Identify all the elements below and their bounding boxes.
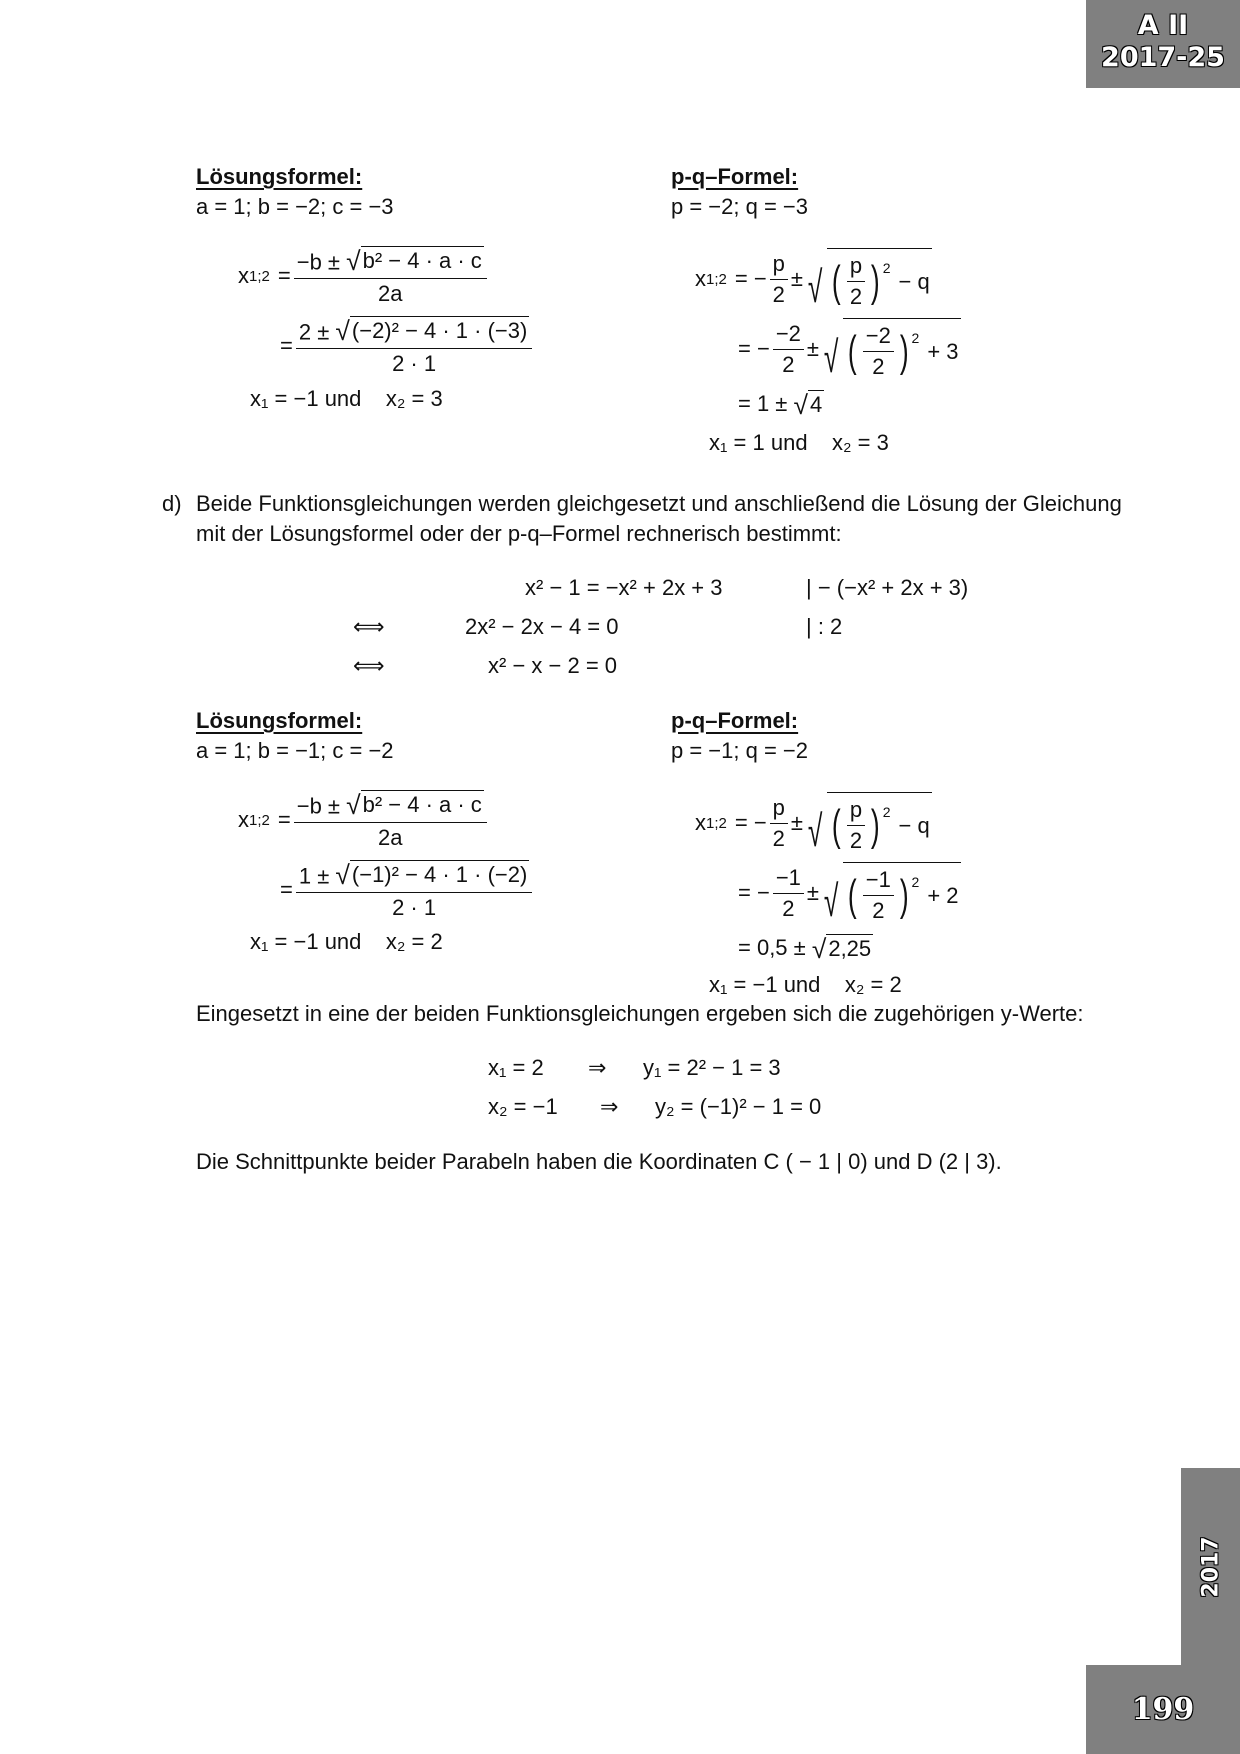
- numerator: p: [770, 795, 788, 824]
- numerator: 2 ±: [298, 319, 336, 345]
- formula-general: [238, 790, 490, 851]
- tail: − q: [898, 812, 930, 838]
- pq-formula-substituted: = − $\frac{-2}{2}$ ± √ ( $\frac{-2}{2}$ ) 2 + 3: [738, 318, 961, 380]
- denominator: 2: [772, 825, 785, 851]
- numerator: p: [847, 253, 865, 282]
- sqrt: √ ( $\frac{p}{2}$ ) 2 − q: [803, 248, 932, 310]
- numerator: −b ±: [296, 249, 347, 275]
- pq-result: x₁ = −1 und x₂ = 2: [709, 972, 902, 997]
- sqrt-icon: √: [807, 807, 823, 856]
- formula-substituted: [280, 316, 535, 377]
- radicand: b² − 4 · a · c: [362, 248, 482, 273]
- radicand: (−2)² − 4 · 1 · (−3): [351, 318, 528, 343]
- equals: =: [277, 263, 291, 289]
- numerator: 1 ±: [298, 863, 336, 889]
- numerator: −2: [863, 323, 894, 352]
- radicand: 2,25: [828, 936, 872, 961]
- tail: − q: [898, 268, 930, 294]
- pq-formula-general: [695, 248, 932, 310]
- lhs: x: [695, 810, 706, 835]
- exponent: 2: [882, 259, 891, 276]
- numerator: −1: [773, 865, 804, 894]
- equivalence-icon: ⟺: [353, 653, 385, 678]
- denominator: 2: [772, 281, 785, 307]
- lhs-sub: 1;2: [249, 267, 270, 285]
- exponent: 2: [911, 329, 920, 346]
- pq-simplified: [738, 390, 824, 418]
- denominator: 2: [782, 895, 795, 921]
- pq-formula-general: x 1;2 = − $\frac{p}{2}$ ± √ ( $\frac{p}{2}$ ) 2 − q: [695, 792, 932, 854]
- lhs: x: [695, 266, 706, 291]
- fraction: [296, 316, 532, 377]
- denominator: 2 · 1: [392, 350, 437, 376]
- sqrt-icon: √: [335, 315, 350, 346]
- radicand: b² − 4 · a · c: [362, 792, 482, 817]
- numerator: p: [847, 797, 865, 826]
- year-tab: [1181, 1468, 1240, 1665]
- radicand: (−1)² − 4 · 1 · (−2): [351, 862, 528, 887]
- lhs: x: [238, 807, 249, 833]
- denominator: 2a: [378, 280, 403, 306]
- equals: = −: [738, 336, 770, 361]
- denominator: 2: [872, 898, 885, 923]
- heading-pq-formel: p-q–Formel:: [671, 708, 799, 733]
- pq-formula-substituted: = − $\frac{-1}{2}$ ± √ ( $\frac{-1}{2}$ ) 2 + 2: [738, 862, 961, 924]
- lhs-sub: 1;2: [706, 814, 727, 832]
- section-label: A II: [1137, 10, 1189, 41]
- lhs: x: [238, 263, 249, 289]
- implies-icon: ⇒: [600, 1094, 619, 1119]
- coefficients: a = 1; b = −1; c = −2: [196, 738, 394, 763]
- pq-result: x₁ = 1 und x₂ = 3: [709, 430, 889, 455]
- equals: = −: [734, 810, 767, 835]
- denominator: 2: [782, 351, 795, 377]
- equation-3: x² − x − 2 = 0: [488, 653, 618, 678]
- exponent: 2: [911, 873, 920, 890]
- equals: =: [280, 877, 293, 903]
- numerator: −1: [863, 867, 894, 896]
- plus-minus: ±: [806, 880, 819, 905]
- numerator: p: [770, 251, 788, 280]
- yvalues-intro: Eingesetzt in eine der beiden Funktionsgleichungen ergeben sich die zugehörigen y-Werte:: [196, 1001, 1084, 1026]
- lhs-sub: 1;2: [706, 270, 727, 288]
- sqrt-icon: √: [346, 789, 361, 820]
- x1-value: x₁ = 2: [488, 1055, 544, 1080]
- heading-loesungsformel: Lösungsformel:: [196, 708, 363, 733]
- section-code: 2017-25: [1101, 42, 1225, 73]
- part-d-text-1: Beide Funktionsgleichungen werden gleichgesetzt und anschließend die Lösung der Gleichung: [196, 491, 1122, 516]
- sqrt-icon: √: [335, 859, 350, 890]
- plus-minus: ±: [790, 810, 803, 835]
- sqrt-icon: √: [793, 389, 808, 420]
- result: x₁ = −1 und x₂ = 3: [250, 386, 443, 411]
- tail: + 3: [927, 338, 959, 364]
- sqrt-icon: √: [807, 263, 823, 312]
- sqrt-icon: √: [346, 245, 361, 276]
- denominator: 2: [849, 828, 863, 853]
- coefficients: a = 1; b = −2; c = −3: [196, 194, 394, 219]
- equivalence-icon: ⟺: [353, 614, 385, 639]
- simplified-prefix: = 1 ±: [738, 391, 794, 416]
- operation-1: | − (−x² + 2x + 3): [806, 575, 969, 600]
- equals: = −: [738, 880, 770, 905]
- implies-icon: ⇒: [588, 1055, 607, 1080]
- denominator: 2: [872, 354, 885, 379]
- page-number-box: [1086, 1665, 1240, 1754]
- operation-2: | : 2: [806, 614, 843, 639]
- sqrt-icon: √: [823, 877, 839, 926]
- denominator: 2: [849, 284, 863, 309]
- year-label: 2017: [1198, 1535, 1223, 1598]
- equals: =: [280, 333, 293, 359]
- fraction: [294, 246, 487, 307]
- denominator: 2a: [378, 824, 403, 850]
- y1-value: y₁ = 2² − 1 = 3: [643, 1055, 781, 1080]
- section-tab: [1086, 0, 1240, 88]
- x2-value: x₂ = −1: [488, 1094, 558, 1119]
- heading-pq-formel: p-q–Formel:: [671, 164, 799, 189]
- equation-1: x² − 1 = −x² + 2x + 3: [525, 575, 723, 600]
- numerator: −2: [773, 321, 804, 350]
- radicand: 4: [809, 392, 823, 417]
- result: x₁ = −1 und x₂ = 2: [250, 929, 443, 954]
- formula-general: [238, 246, 490, 307]
- numerator: −b ±: [296, 793, 347, 819]
- plus-minus: ±: [806, 336, 819, 361]
- denominator: 2 · 1: [392, 894, 437, 920]
- pq-values: p = −2; q = −3: [671, 194, 809, 219]
- page-number: 199: [1131, 1692, 1195, 1727]
- lhs-sub: 1;2: [249, 811, 270, 829]
- heading-loesungsformel: Lösungsformel:: [196, 164, 363, 189]
- pq-values: p = −1; q = −2: [671, 738, 809, 763]
- part-d-text-2: mit der Lösungsformel oder der p-q–Formel rechnerisch bestimmt:: [196, 521, 842, 546]
- formula-substituted: [280, 860, 535, 921]
- fraction: [770, 251, 788, 308]
- equals: = −: [734, 266, 767, 291]
- sqrt-icon: √: [811, 933, 827, 964]
- exponent: 2: [882, 803, 891, 820]
- pq-simplified: [738, 934, 873, 962]
- equation-2: 2x² − 2x − 4 = 0: [465, 614, 619, 639]
- y2-value: y₂ = (−1)² − 1 = 0: [655, 1094, 822, 1119]
- tail: + 2: [927, 882, 959, 908]
- plus-minus: ±: [790, 266, 803, 291]
- simplified-prefix: = 0,5 ±: [738, 935, 812, 960]
- equals: =: [277, 807, 291, 833]
- conclusion: Die Schnittpunkte beider Parabeln haben die Koordinaten C ( − 1 | 0) und D (2 | 3).: [196, 1149, 1002, 1174]
- sqrt-icon: √: [823, 333, 839, 382]
- part-label: d): [162, 491, 182, 516]
